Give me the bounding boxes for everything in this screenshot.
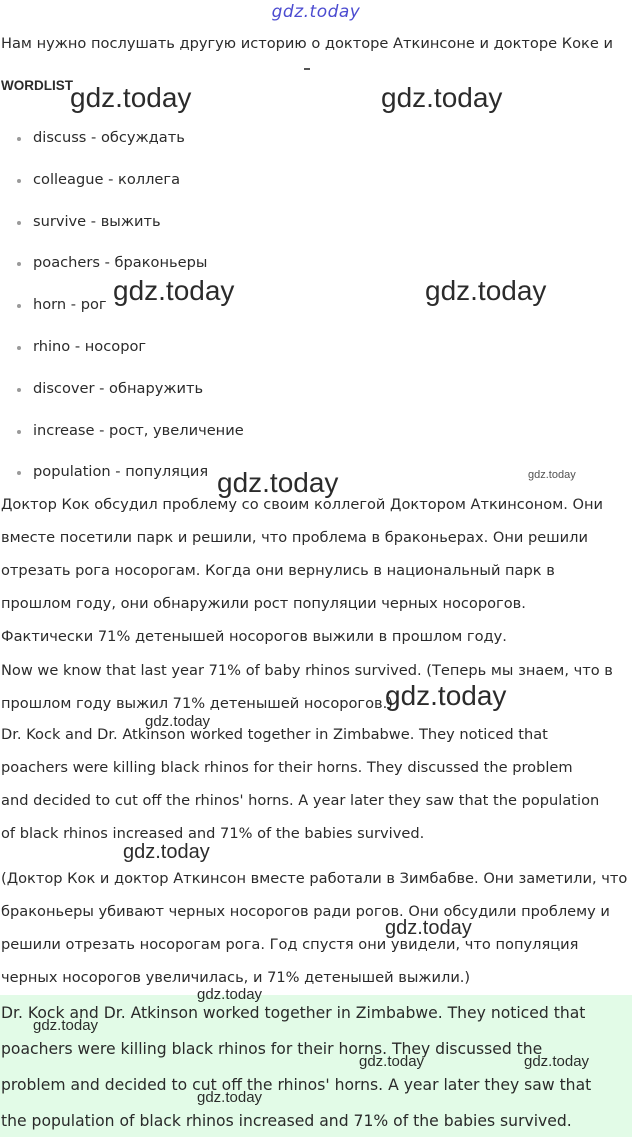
wordlist-item: survive - выжить [0, 201, 244, 243]
watermark: gdz.today [385, 917, 472, 939]
watermark: gdz.today [385, 680, 507, 711]
text-line: (Доктор Кок и доктор Аткинсон вместе работали в Зимбабве. Они заметили, что [1, 870, 628, 887]
text-line: poachers were killing black rhinos for their horns. They discussed the [1, 1040, 543, 1058]
text-line: and decided to cut off the rhinos' horns. A year later they saw that the population [1, 792, 600, 809]
text-line: of black rhinos increased and 71% of the babies survived. [1, 825, 425, 842]
wordlist-item: increase - рост, увеличение [0, 410, 244, 452]
watermark: gdz.today [33, 1017, 99, 1034]
paragraph-translation-1 [1, 488, 631, 653]
watermark: gdz.today [113, 275, 235, 306]
wordlist-item: rhino - носорог [0, 326, 244, 368]
text-line: прошлом году выжил 71% детенышей носорогов.) [1, 695, 393, 712]
watermark: gdz.today [123, 841, 210, 863]
text-line: Dr. Kock and Dr. Atkinson worked together in Zimbabwe. They noticed that [1, 1004, 586, 1022]
watermark: gdz.today [70, 82, 192, 113]
paragraph-final-answer [1, 995, 631, 1139]
text-line: отрезать рога носорогам. Когда они вернулись в национальный парк в [1, 562, 555, 579]
wordlist-item: poachers - браконьеры [0, 242, 244, 284]
watermark: gdz.today [197, 986, 263, 1003]
watermark: gdz.today [425, 275, 547, 306]
text-line: the population of black rhinos increased and 71% of the babies survived. [1, 1112, 572, 1130]
site-logo[interactable]: gdz.today [271, 2, 361, 22]
watermark: gdz.today [217, 467, 339, 498]
wordlist [0, 117, 244, 493]
text-line: Фактически 71% детенышей носорогов выжили в прошлом году. [1, 628, 507, 645]
watermark: gdz.today [145, 713, 211, 730]
divider-mark [304, 68, 310, 70]
watermark: gdz.today [359, 1053, 425, 1070]
text-line: Доктор Кок обсудил проблему со своим коллегой Доктором Аткинсоном. Они [1, 496, 604, 513]
text-line: Dr. Kock and Dr. Atkinson worked together in Zimbabwe. They noticed that [1, 726, 548, 743]
watermark: gdz.today [528, 469, 576, 481]
text-line: problem and decided to cut off the rhinos' horns. A year later they saw that [1, 1076, 592, 1094]
wordlist-item: horn - рог [0, 284, 244, 326]
paragraph-answer-1 [1, 654, 631, 720]
paragraph-summary-english [1, 718, 631, 850]
paragraph-summary-russian [1, 862, 631, 994]
text-line: решили отрезать носорогам рога. Год спустя они увидели, что популяция [1, 936, 579, 953]
text-line: черных носорогов увеличилась, и 71% детенышей выжили.) [1, 969, 471, 986]
wordlist-heading: WORDLIST [1, 78, 73, 93]
wordlist-item: discuss - обсуждать [0, 117, 244, 159]
text-line: Now we know that last year 71% of baby rhinos survived. (Теперь мы знаем, что в [1, 662, 613, 679]
watermark: gdz.today [197, 1089, 263, 1106]
text-line: вместе посетили парк и решили, что проблема в браконьерах. Они решили [1, 529, 588, 546]
watermark: gdz.today [381, 82, 503, 113]
wordlist-item: colleague - коллега [0, 159, 244, 201]
wordlist-item: discover - обнаружить [0, 368, 244, 410]
intro-text: Нам нужно послушать другую историю о докторе Аткинсоне и докторе Коке и [1, 35, 613, 52]
watermark: gdz.today [524, 1053, 590, 1070]
text-line: браконьеры убивают черных носорогов ради рогов. Они обсудили проблему и [1, 903, 610, 920]
text-line: poachers were killing black rhinos for their horns. They discussed the problem [1, 759, 573, 776]
wordlist-item: population - популяция [0, 451, 244, 493]
text-line: прошлом году, они обнаружили рост популяции черных носорогов. [1, 595, 526, 612]
